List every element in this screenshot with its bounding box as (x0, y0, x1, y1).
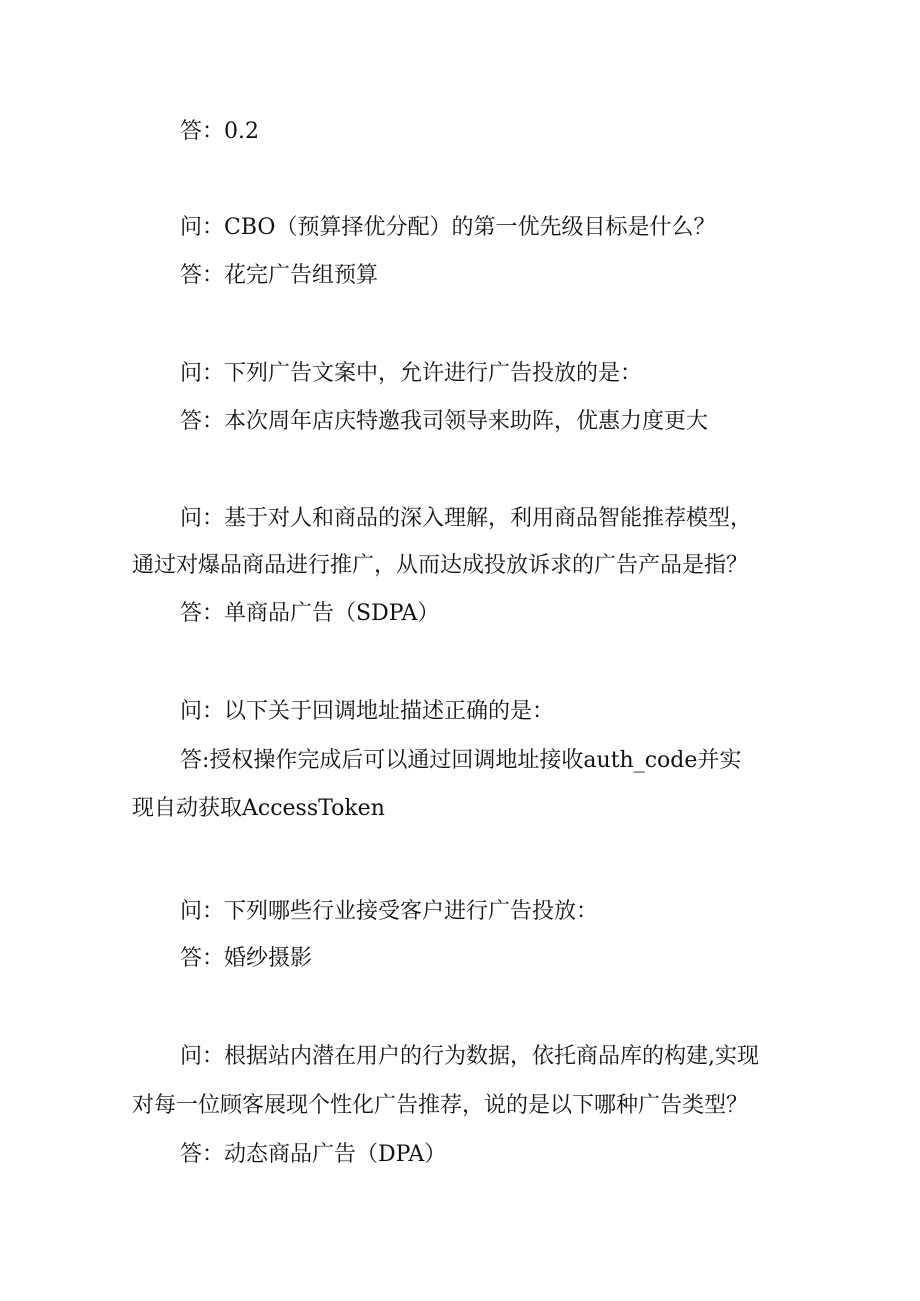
question-line: 问：基于对人和商品的深入理解，利用商品智能推荐模型， (180, 506, 753, 531)
question-line-continuation: 对每一位顾客展现个性化广告推荐，说的是以下哪种广告类型？ (132, 1093, 749, 1118)
answer-line: 答：动态商品广告（DPA） (180, 1142, 447, 1167)
answer-line: 答：花完广告组预算 (180, 263, 379, 288)
answer-line: 答:授权操作完成后可以通过回调地址接收auth_code并实 (180, 748, 742, 773)
answer-line: 答：单商品广告（SDPA） (180, 601, 440, 626)
answer-line: 答：0.2 (180, 119, 259, 144)
answer-line: 答：婚纱摄影 (180, 946, 313, 971)
question-line: 问：根据站内潜在用户的行为数据，依托商品库的构建,实现 (180, 1044, 759, 1069)
question-line: 问：下列哪些行业接受客户进行广告投放： (180, 899, 599, 924)
question-line: 问：下列广告文案中，允许进行广告投放的是： (180, 361, 643, 386)
question-line-continuation: 通过对爆品商品进行推广，从而达成投放诉求的广告产品是指？ (132, 553, 749, 578)
question-line: 问：以下关于回调地址描述正确的是： (180, 699, 555, 724)
answer-line: 答：本次周年店庆特邀我司领导来助阵，优惠力度更大 (180, 409, 709, 434)
answer-line-continuation: 现自动获取AccessToken (132, 796, 385, 821)
question-line: 问：CBO（预算择优分配）的第一优先级目标是什么？ (180, 215, 716, 240)
